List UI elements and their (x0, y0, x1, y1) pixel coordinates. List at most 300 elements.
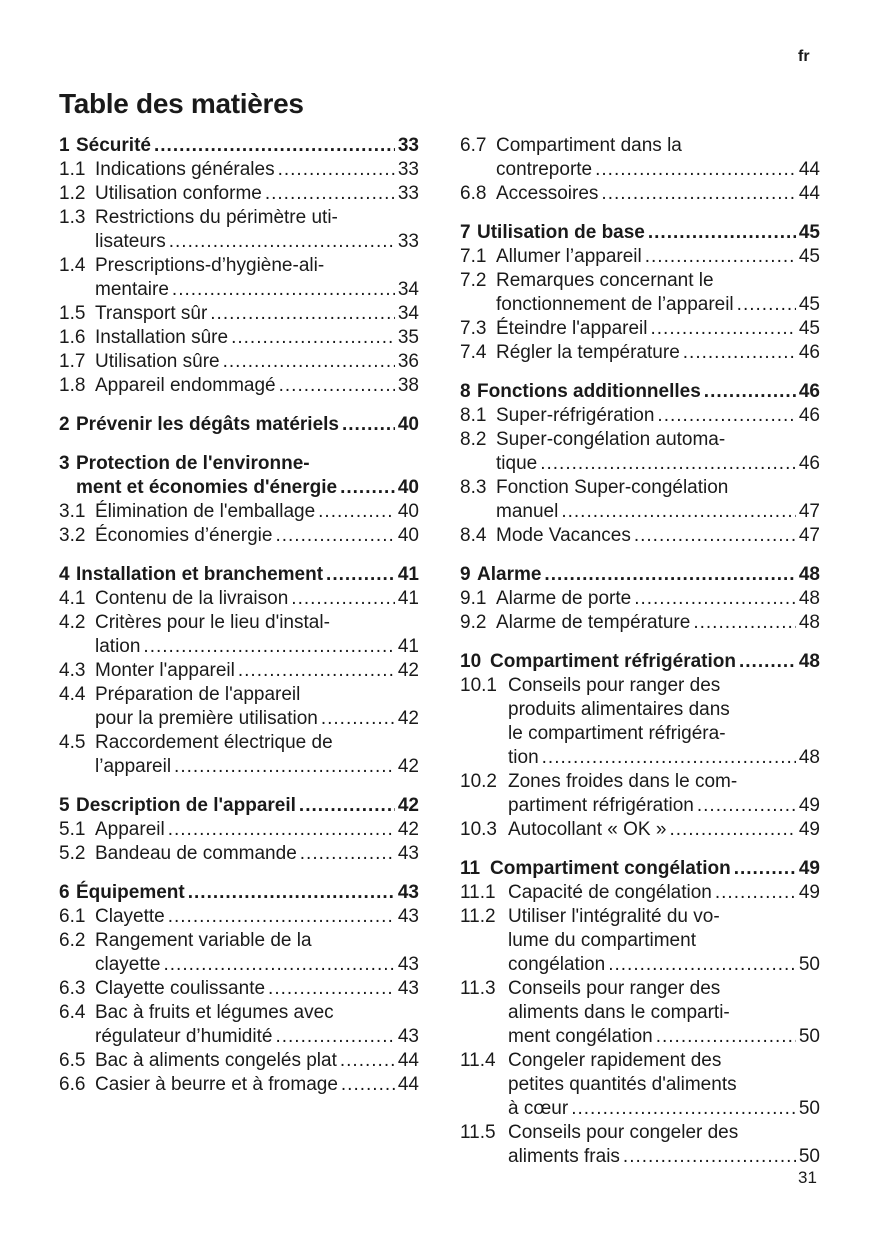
toc-title-line (508, 746, 820, 770)
toc-title-text: Remarques concernant le (496, 270, 714, 291)
toc-title (496, 134, 820, 182)
toc-title-text: Bandeau de commande (95, 843, 297, 864)
toc-heading (59, 794, 419, 818)
toc-entry (59, 302, 419, 326)
toc-title-line (95, 374, 419, 398)
toc-number: 1.6 (59, 327, 86, 348)
toc-entry (460, 1049, 820, 1121)
toc-leader-dots (342, 413, 395, 437)
toc-title-text: manuel (496, 501, 559, 522)
toc-title-line (508, 722, 820, 746)
toc-entry (59, 254, 419, 302)
toc-title-text: Prévenir les dégâts matériels (76, 414, 339, 435)
toc-number: 4.4 (59, 684, 86, 705)
toc-title-line (95, 707, 419, 731)
toc-page-number: 43 (397, 954, 419, 975)
toc-number: 11.5 (460, 1122, 496, 1143)
toc-title-line (508, 1025, 820, 1049)
toc-title (508, 881, 820, 905)
toc-title-line (95, 977, 419, 1001)
toc-title (95, 842, 419, 866)
toc-entry (460, 269, 820, 317)
toc-title-line (508, 698, 820, 722)
toc-heading (460, 857, 820, 881)
toc-page-number: 40 (397, 477, 419, 498)
toc-section (59, 134, 419, 398)
toc-title-line (95, 929, 419, 953)
toc-number: 4.5 (59, 732, 86, 753)
toc-page-number: 42 (397, 708, 419, 729)
toc-number: 8.3 (460, 477, 487, 498)
toc-leader-dots (223, 350, 395, 374)
toc-page-number: 47 (798, 525, 820, 546)
toc-title (490, 650, 820, 674)
toc-title-line (477, 221, 820, 245)
toc-title (496, 476, 820, 524)
toc-entry (59, 842, 419, 866)
toc-title (496, 611, 820, 635)
toc-page-number: 49 (798, 795, 820, 816)
toc-title-line (477, 380, 820, 404)
toc-page-number: 43 (397, 882, 419, 903)
toc-section (460, 650, 820, 842)
toc-entry (460, 404, 820, 428)
toc-number: 11.1 (460, 882, 496, 903)
toc-leader-dots (669, 818, 795, 842)
toc-title (95, 1049, 419, 1073)
toc-title-text: Casier à beurre et à fromage (95, 1074, 338, 1095)
toc-page-number: 36 (397, 351, 419, 372)
toc-page-number: 48 (798, 747, 820, 768)
toc-leader-dots (168, 818, 395, 842)
toc-title (95, 977, 419, 1001)
toc-leader-dots (571, 1097, 796, 1121)
toc-number: 6.5 (59, 1050, 86, 1071)
toc-title-text: Rangement variable de la (95, 930, 312, 951)
toc-title-text: Indications générales (95, 159, 275, 180)
toc-page-number: 49 (798, 882, 820, 903)
toc-number: 7.2 (460, 270, 487, 291)
toc-title-text: congélation (508, 954, 606, 975)
toc-title-text: Fonctions additionnelles (477, 381, 701, 402)
toc-leader-dots (188, 881, 395, 905)
toc-title-line (496, 269, 820, 293)
toc-title (95, 350, 419, 374)
toc-title-text: ment congélation (508, 1026, 653, 1047)
toc-entry (460, 245, 820, 269)
toc-title (76, 134, 419, 158)
toc-number: 11.3 (460, 978, 496, 999)
toc-title (95, 587, 419, 611)
toc-title-text: Régler la température (496, 342, 680, 363)
toc-title-text: Bac à fruits et légumes avec (95, 1002, 334, 1023)
toc-title-line (508, 1145, 820, 1169)
toc-title-line (496, 587, 820, 611)
toc-number: 1.2 (59, 183, 86, 204)
toc-number: 4 (59, 564, 70, 585)
toc-title (95, 731, 419, 779)
toc-page-number: 49 (798, 858, 820, 879)
toc-title-text: Utilisation conforme (95, 183, 262, 204)
toc-title-line (490, 650, 820, 674)
toc-title (95, 683, 419, 731)
toc-number: 11.2 (460, 906, 496, 927)
toc-title (496, 524, 820, 548)
toc-title-line (508, 674, 820, 698)
toc-title-text: Appareil endommagé (95, 375, 276, 396)
toc-title (95, 500, 419, 524)
toc-title-line (496, 158, 820, 182)
toc-title (95, 158, 419, 182)
toc-title (496, 245, 820, 269)
toc-heading (59, 452, 419, 500)
toc-page-number: 48 (798, 564, 820, 585)
toc-number: 11 (460, 858, 481, 879)
toc-title-line (508, 1049, 820, 1073)
toc-page-number: 46 (798, 405, 820, 426)
toc-title-line (95, 1001, 419, 1025)
toc-number: 6 (59, 882, 70, 903)
toc-number: 6.7 (460, 135, 487, 156)
toc-title-line (95, 818, 419, 842)
toc-heading (59, 881, 419, 905)
toc-title-text: Clayette (95, 906, 165, 927)
toc-title-line (496, 245, 820, 269)
toc-page-number: 38 (397, 375, 419, 396)
toc-leader-dots (651, 317, 796, 341)
toc-title-text: Restrictions du périmètre uti- (95, 207, 338, 228)
toc-page-number: 47 (798, 501, 820, 522)
toc-number: 7.1 (460, 246, 487, 267)
toc-number: 3.1 (59, 501, 86, 522)
toc-page-number: 42 (397, 756, 419, 777)
toc-page-number: 48 (798, 588, 820, 609)
toc-title-line (76, 452, 419, 476)
toc-number: 1.8 (59, 375, 86, 396)
toc-leader-dots (326, 563, 395, 587)
toc-number: 8.2 (460, 429, 487, 450)
toc-section (59, 413, 419, 437)
toc-number: 1.3 (59, 207, 86, 228)
toc-leader-dots (238, 659, 395, 683)
toc-section (460, 221, 820, 365)
toc-entry (460, 476, 820, 524)
toc-title-text: pour la première utilisation (95, 708, 318, 729)
toc-entry (59, 683, 419, 731)
toc-title-text: Utilisation de base (477, 222, 645, 243)
toc-leader-dots (154, 134, 395, 158)
toc-title (95, 524, 419, 548)
toc-number: 6.4 (59, 1002, 86, 1023)
toc-number: 6.1 (59, 906, 86, 927)
toc-entry (460, 134, 820, 182)
toc-title-line (496, 341, 820, 365)
toc-page-number: 44 (397, 1050, 419, 1071)
toc-page-number: 48 (798, 612, 820, 633)
toc-number: 5.2 (59, 843, 86, 864)
toc-title (95, 254, 419, 302)
toc-title (95, 905, 419, 929)
toc-leader-dots (340, 1049, 395, 1073)
toc-entry (460, 674, 820, 770)
toc-entry (59, 977, 419, 1001)
toc-title-line (496, 524, 820, 548)
toc-title-text: Utiliser l'intégralité du vo- (508, 906, 720, 927)
toc-entry (460, 428, 820, 476)
toc-entry (460, 905, 820, 977)
toc-title-text: Zones froides dans le com- (508, 771, 738, 792)
toc-page-number: 43 (397, 978, 419, 999)
toc-title-line (490, 857, 820, 881)
toc-number: 3.2 (59, 525, 86, 546)
toc-page-number: 50 (798, 1098, 820, 1119)
toc-title-line (95, 302, 419, 326)
toc-title-text: ment et économies d'énergie (76, 477, 338, 498)
toc-leader-dots (340, 476, 395, 500)
toc-leader-dots (318, 500, 395, 524)
toc-page-number: 48 (798, 651, 820, 672)
toc-leader-dots (544, 563, 795, 587)
toc-heading (460, 380, 820, 404)
toc-title-line (496, 404, 820, 428)
toc-heading (59, 413, 419, 437)
toc-leader-dots (739, 650, 796, 674)
toc-title-line (508, 905, 820, 929)
toc-title (76, 452, 419, 500)
toc-title (496, 341, 820, 365)
toc-title (76, 881, 419, 905)
toc-leader-dots (715, 881, 796, 905)
toc-title-line (508, 794, 820, 818)
toc-title (508, 905, 820, 977)
toc-number: 6.3 (59, 978, 86, 999)
toc-title-line (508, 977, 820, 1001)
toc-title-line (95, 206, 419, 230)
toc-title-text: Bac à aliments congelés plat (95, 1050, 337, 1071)
toc-title (95, 182, 419, 206)
toc-title-line (95, 1025, 419, 1049)
toc-title-text: Clayette coulissante (95, 978, 266, 999)
toc-page-number: 40 (397, 525, 419, 546)
toc-page-number: 34 (397, 279, 419, 300)
toc-title-text: partiment réfrigération (508, 795, 694, 816)
toc-leader-dots (143, 635, 394, 659)
toc-title (477, 380, 820, 404)
toc-title-line (95, 158, 419, 182)
toc-title-text: Alarme de température (496, 612, 691, 633)
toc-title-text: Installation sûre (95, 327, 229, 348)
toc-number: 11.4 (460, 1050, 496, 1071)
toc-page-number: 49 (798, 819, 820, 840)
toc-title (76, 563, 419, 587)
toc-entry (460, 317, 820, 341)
toc-page-number: 45 (798, 318, 820, 339)
toc-title-text: aliments frais (508, 1146, 620, 1167)
toc-leader-dots (341, 1073, 395, 1097)
toc-section (59, 452, 419, 548)
toc-title-text: lisateurs (95, 231, 166, 252)
toc-title-text: Conseils pour ranger des (508, 978, 721, 999)
toc-title-text: régulateur d’humidité (95, 1026, 273, 1047)
toc-title-text: Compartiment congélation (490, 858, 731, 879)
toc-title (496, 269, 820, 317)
toc-page-number: 33 (397, 159, 419, 180)
toc-leader-dots (542, 746, 796, 770)
toc-title (496, 428, 820, 476)
toc-entry (59, 182, 419, 206)
toc-title (508, 1121, 820, 1169)
toc-title-line (95, 230, 419, 254)
toc-heading (59, 134, 419, 158)
toc-page-number: 50 (798, 954, 820, 975)
toc-leader-dots (279, 374, 395, 398)
toc-title (95, 206, 419, 254)
toc-section (59, 881, 419, 1097)
toc-page-number: 40 (397, 501, 419, 522)
toc-section (59, 794, 419, 866)
page-number: 31 (798, 1168, 817, 1187)
toc-section (460, 857, 820, 1169)
toc-title-text: Fonction Super-congélation (496, 477, 729, 498)
toc-title (508, 1049, 820, 1121)
toc-title-text: Super-réfrigération (496, 405, 655, 426)
toc-number: 1.7 (59, 351, 86, 372)
toc-title-line (496, 182, 820, 206)
toc-title-line (95, 524, 419, 548)
toc-title-text: Monter l'appareil (95, 660, 235, 681)
toc-page-number: 50 (798, 1026, 820, 1047)
toc-title-line (76, 794, 419, 818)
toc-number: 4.2 (59, 612, 86, 633)
toc-entry (460, 881, 820, 905)
toc-title-line (95, 254, 419, 278)
toc-number: 5 (59, 795, 70, 816)
toc-leader-dots (623, 1145, 796, 1169)
toc-leader-dots (561, 500, 796, 524)
toc-title-text: Compartiment réfrigération (490, 651, 736, 672)
toc-leader-dots (291, 587, 395, 611)
toc-leader-dots (608, 953, 796, 977)
toc-number: 10.3 (460, 819, 497, 840)
toc-number: 7.4 (460, 342, 487, 363)
toc-number: 6.6 (59, 1074, 86, 1095)
toc-title-text: Super-congélation automa- (496, 429, 726, 450)
toc-number: 1.1 (59, 159, 86, 180)
toc-entry (59, 659, 419, 683)
toc-page-number: 41 (397, 588, 419, 609)
toc-title (490, 857, 820, 881)
toc-page-number: 42 (397, 819, 419, 840)
toc-page-number: 46 (798, 381, 820, 402)
toc-title-line (508, 1121, 820, 1145)
toc-number: 8.1 (460, 405, 487, 426)
toc-entry (59, 1001, 419, 1049)
page-title: Table des matières (59, 88, 304, 119)
toc-page-number: 44 (798, 183, 820, 204)
toc-title-line (496, 452, 820, 476)
toc-leader-dots (734, 857, 796, 881)
toc-title-text: Congeler rapidement des (508, 1050, 722, 1071)
toc-entry (59, 929, 419, 977)
toc-number: 9.1 (460, 588, 487, 609)
toc-page-number: 44 (798, 159, 820, 180)
toc-title-text: aliments dans le comparti- (508, 1002, 730, 1023)
toc-number: 2 (59, 414, 70, 435)
toc-leader-dots (172, 278, 395, 302)
toc-title-text: clayette (95, 954, 161, 975)
toc-title-line (508, 818, 820, 842)
toc-leader-dots (645, 245, 796, 269)
toc-title-line (95, 326, 419, 350)
toc-column-left (59, 134, 419, 1112)
toc-title-line (95, 1073, 419, 1097)
toc-entry (59, 326, 419, 350)
toc-title-line (496, 134, 820, 158)
toc-title-text: tique (496, 453, 538, 474)
toc-entry (59, 350, 419, 374)
toc-title-line (95, 683, 419, 707)
toc-title (496, 182, 820, 206)
toc-title-text: Alarme de porte (496, 588, 632, 609)
toc-number: 9.2 (460, 612, 487, 633)
toc-title-text: Allumer l’appareil (496, 246, 642, 267)
toc-title-line (496, 611, 820, 635)
toc-page-number: 43 (397, 843, 419, 864)
toc-leader-dots (299, 794, 395, 818)
toc-entry (460, 770, 820, 818)
toc-title-text: Conseils pour ranger des (508, 675, 721, 696)
toc-title-text: petites quantités d'aliments (508, 1074, 737, 1095)
toc-title-line (496, 428, 820, 452)
toc-leader-dots (210, 302, 395, 326)
toc-number: 10.1 (460, 675, 497, 696)
toc-entry (59, 1073, 419, 1097)
toc-number: 6.2 (59, 930, 86, 951)
toc-title-line (95, 611, 419, 635)
toc-title-line (95, 755, 419, 779)
toc-page-number: 50 (798, 1146, 820, 1167)
toc-title-text: Éteindre l'appareil (496, 318, 648, 339)
toc-page-number: 45 (798, 246, 820, 267)
toc-title (95, 659, 419, 683)
toc-page-number: 43 (397, 1026, 419, 1047)
language-code: fr (798, 48, 810, 65)
toc-page-number: 45 (798, 294, 820, 315)
toc-title-text: Protection de l'environne- (76, 453, 310, 474)
toc-page-number: 43 (397, 906, 419, 927)
toc-title-line (95, 731, 419, 755)
toc-title (95, 1073, 419, 1097)
toc-heading (59, 563, 419, 587)
toc-title (496, 587, 820, 611)
toc-title-line (76, 134, 419, 158)
toc-title-text: le compartiment réfrigéra- (508, 723, 726, 744)
toc-number: 7 (460, 222, 471, 243)
toc-title (95, 929, 419, 977)
toc-title-text: Prescriptions-d’hygiène-ali- (95, 255, 325, 276)
toc-leader-dots (634, 587, 796, 611)
toc-page-number: 46 (798, 453, 820, 474)
toc-entry (59, 524, 419, 548)
toc-title (95, 326, 419, 350)
toc-entry (460, 182, 820, 206)
toc-leader-dots (683, 341, 796, 365)
toc-title (76, 413, 419, 437)
toc-leader-dots (601, 182, 795, 206)
toc-page-number: 33 (397, 135, 419, 156)
toc-title-line (477, 563, 820, 587)
toc-title-line (95, 587, 419, 611)
